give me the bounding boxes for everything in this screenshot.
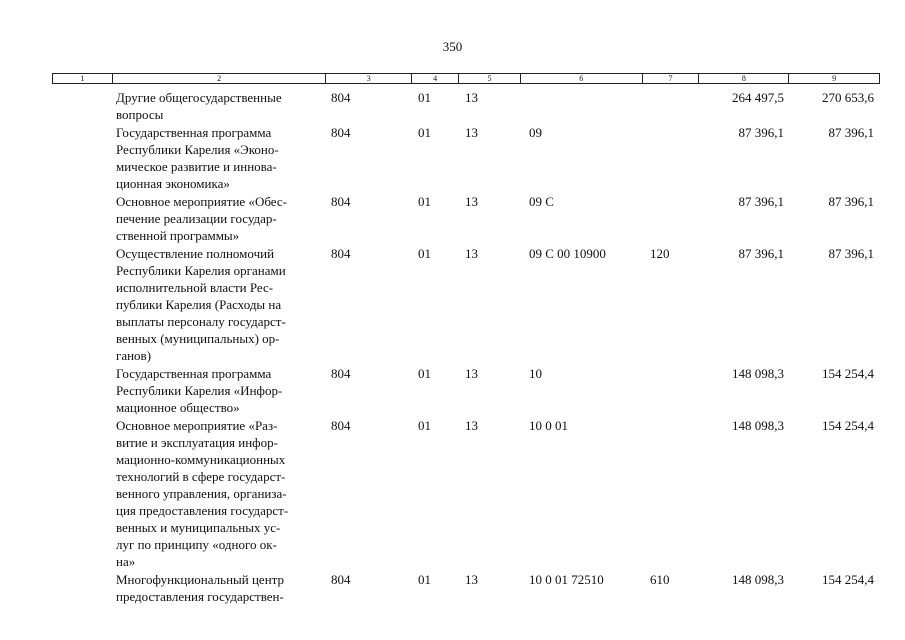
cell-col-9: 154 254,4 (822, 418, 874, 433)
table-row (0, 89, 905, 123)
row-name-line: на» (116, 554, 136, 569)
cell-col-9: 87 396,1 (828, 246, 874, 261)
cell-col-4: 01 (418, 246, 431, 261)
page-number: 350 (442, 39, 463, 54)
row-name-line: мическое развитие и иннова- (116, 159, 277, 174)
cell-col-8: 148 098,3 (732, 418, 784, 433)
cell-col-4: 01 (418, 572, 431, 587)
cell-col-4: 01 (418, 418, 431, 433)
cell-col-6: 10 0 01 (529, 418, 568, 433)
cell-col-6: 09 (529, 125, 542, 140)
cell-col-6: 10 (529, 366, 542, 381)
cell-col-4: 01 (418, 125, 431, 140)
cell-col-7: 120 (650, 246, 670, 261)
row-name-line: Республики Карелия «Эконо- (116, 142, 279, 157)
row-name (116, 245, 321, 364)
row-name-line: ционная экономика» (116, 176, 230, 191)
header-cell-4: 4 (412, 74, 459, 83)
cell-col-3: 804 (331, 366, 351, 381)
row-name (116, 417, 321, 570)
row-name-line: Осуществление полномочий (116, 246, 275, 261)
row-name-line: ственной программы» (116, 228, 240, 243)
header-cell-7: 7 (643, 74, 700, 83)
cell-col-6: 10 0 01 72510 (529, 572, 604, 587)
cell-col-8: 87 396,1 (738, 246, 784, 261)
row-name (116, 89, 321, 123)
row-name-line: Другие общегосударственные (116, 90, 282, 105)
cell-col-8: 148 098,3 (732, 572, 784, 587)
cell-col-3: 804 (331, 572, 351, 587)
cell-col-5: 13 (465, 366, 478, 381)
cell-col-7: 610 (650, 572, 670, 587)
row-name-line: венного управления, организа- (116, 486, 287, 501)
row-name-line: венных (муниципальных) ор- (116, 331, 280, 346)
row-name-line: Государственная программа (116, 366, 272, 381)
row-name-line: Основное мероприятие «Раз- (116, 418, 278, 433)
header-cell-2: 2 (113, 74, 326, 83)
table-row (0, 417, 905, 570)
table-row (0, 245, 905, 364)
table-row (0, 571, 905, 605)
cell-col-8: 87 396,1 (738, 194, 784, 209)
cell-col-3: 804 (331, 418, 351, 433)
row-name (116, 193, 321, 244)
table-row (0, 365, 905, 416)
cell-col-6: 09 С (529, 194, 554, 209)
row-name-line: мационное общество» (116, 400, 240, 415)
row-name-line: предоставления государствен- (116, 589, 284, 604)
header-cell-8: 8 (699, 74, 789, 83)
cell-col-9: 154 254,4 (822, 572, 874, 587)
row-name-line: технологий в сфере государст- (116, 469, 286, 484)
row-name-line: вопросы (116, 107, 164, 122)
row-name-line: Основное мероприятие «Обес- (116, 194, 287, 209)
row-name-line: венных и муниципальных ус- (116, 520, 281, 535)
cell-col-3: 804 (331, 246, 351, 261)
cell-col-9: 270 653,6 (822, 90, 874, 105)
cell-col-3: 804 (331, 194, 351, 209)
cell-col-3: 804 (331, 125, 351, 140)
cell-col-8: 148 098,3 (732, 366, 784, 381)
row-name-line: Государственная программа (116, 125, 272, 140)
row-name-line: Республики Карелия «Инфор- (116, 383, 283, 398)
row-name-line: печение реализации государ- (116, 211, 277, 226)
table-body (0, 89, 905, 606)
row-name-line: мационно-коммуникационных (116, 452, 286, 467)
row-name-line: выплаты персоналу государст- (116, 314, 286, 329)
header-cell-1: 1 (53, 74, 113, 83)
row-name (116, 571, 321, 605)
row-name-line: Многофункциональный центр (116, 572, 284, 587)
header-cell-3: 3 (326, 74, 412, 83)
cell-col-5: 13 (465, 418, 478, 433)
row-name (116, 124, 321, 192)
cell-col-4: 01 (418, 90, 431, 105)
row-name-line: публики Карелия (Расходы на (116, 297, 282, 312)
row-name-line: Республики Карелия органами (116, 263, 286, 278)
row-name-line: луг по принципу «одного ок- (116, 537, 277, 552)
row-name-line: ганов) (116, 348, 152, 363)
header-cell-6: 6 (521, 74, 643, 83)
cell-col-8: 87 396,1 (738, 125, 784, 140)
cell-col-9: 154 254,4 (822, 366, 874, 381)
cell-col-6: 09 С 00 10900 (529, 246, 606, 261)
row-name-line: ция предоставления государст- (116, 503, 289, 518)
cell-col-4: 01 (418, 194, 431, 209)
cell-col-8: 264 497,5 (732, 90, 784, 105)
cell-col-9: 87 396,1 (828, 125, 874, 140)
table-row (0, 124, 905, 192)
cell-col-4: 01 (418, 366, 431, 381)
cell-col-5: 13 (465, 572, 478, 587)
header-cell-5: 5 (459, 74, 521, 83)
table-header-row (52, 73, 880, 84)
header-cell-9: 9 (832, 74, 837, 83)
row-name (116, 365, 321, 416)
cell-col-5: 13 (465, 125, 478, 140)
cell-col-9: 87 396,1 (828, 194, 874, 209)
cell-col-5: 13 (465, 194, 478, 209)
cell-col-3: 804 (331, 90, 351, 105)
cell-col-5: 13 (465, 246, 478, 261)
row-name-line: витие и эксплуатация инфор- (116, 435, 278, 450)
table-row (0, 193, 905, 244)
row-name-line: исполнительной власти Рес- (116, 280, 274, 295)
cell-col-5: 13 (465, 90, 478, 105)
